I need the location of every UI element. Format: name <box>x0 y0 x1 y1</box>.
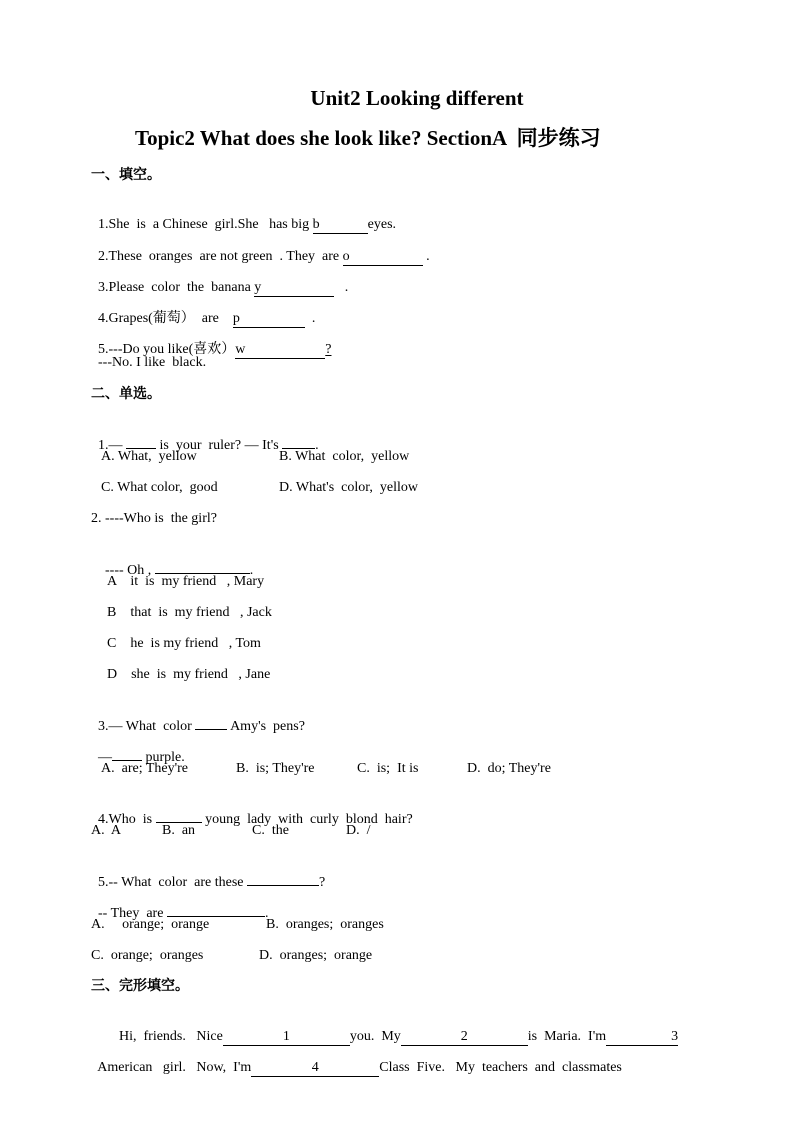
option-2-1-c: C. What color, good <box>101 480 218 495</box>
question-2-1: 1.— is your ruler? — It's . <box>91 417 319 455</box>
cloze-paragraph-line-2: American girl. Now, I'm 4 Class Five. My teachers and classmates <box>97 1060 622 1075</box>
option-2-2-b: B that is my friend , Jack <box>107 605 272 620</box>
option-2-4-c: C. the <box>252 823 289 838</box>
option-2-1-d: D. What's color, yellow <box>279 480 418 495</box>
option-2-1-a: A. What, yellow <box>101 449 197 464</box>
question-1-5-answer: ---No. I like black. <box>91 355 207 370</box>
question-2-2: 2. ----Who is the girl? <box>91 511 217 526</box>
option-2-5-c: C. orange; oranges <box>91 948 204 963</box>
option-2-5-b: B. oranges; oranges <box>266 917 384 932</box>
question-2-3-reply: — purple. <box>91 729 185 767</box>
question-2-5: 5.-- What color are these ? <box>91 854 325 892</box>
question-1-5: 5.---Do you like(喜欢）w ? <box>98 342 332 357</box>
question-1-3: 3.Please color the banana y . <box>98 280 349 295</box>
option-2-3-b: B. is; They're <box>236 761 315 776</box>
question-2-3: 3.— What color Amy's pens? <box>91 698 305 736</box>
option-2-5-d: D. oranges; orange <box>259 948 373 963</box>
option-2-1-b: B. What color, yellow <box>279 449 410 464</box>
option-2-4-d: D. / <box>346 823 371 838</box>
cloze-paragraph-line-1: Hi, friends. Nice 1 you. My 2 is Maria. I'm 3 <box>98 1029 679 1044</box>
option-2-2-d: D she is my friend , Jane <box>107 667 271 682</box>
question-2-5-reply: -- They are . <box>91 885 268 923</box>
option-2-3-c: C. is; It is <box>357 761 419 776</box>
section-fill-blank-heading: 一、填空。 <box>91 167 161 183</box>
question-1-2: 2.These oranges are not green . They are o . <box>98 249 430 264</box>
option-2-3-a: A. are; They're <box>101 761 189 776</box>
option-2-3-d: D. do; They're <box>467 761 551 776</box>
question-1-4: 4.Grapes(葡萄） are p . <box>98 311 316 326</box>
option-2-2-a: A it is my friend , Mary <box>107 574 265 589</box>
question-2-2-reply: ---- Oh , . <box>91 542 253 580</box>
option-2-4-a: A. A <box>91 823 121 838</box>
page-subtitle: Topic2 What does she look like? SectionA 同步练习 <box>135 126 601 150</box>
question-2-4: 4.Who is young lady with curly blond hair? <box>91 791 413 829</box>
section-cloze-heading: 三、完形填空。 <box>91 978 189 994</box>
option-2-5-a: A. orange; orange <box>91 917 210 932</box>
question-1-1: 1.She is a Chinese girl.She has big b eyes. <box>98 217 397 232</box>
page-title: Unit2 Looking different <box>310 86 524 110</box>
option-2-4-b: B. an <box>162 823 196 838</box>
section-single-choice-heading: 二、单选。 <box>91 386 161 402</box>
option-2-2-c: C he is my friend , Tom <box>107 636 261 651</box>
